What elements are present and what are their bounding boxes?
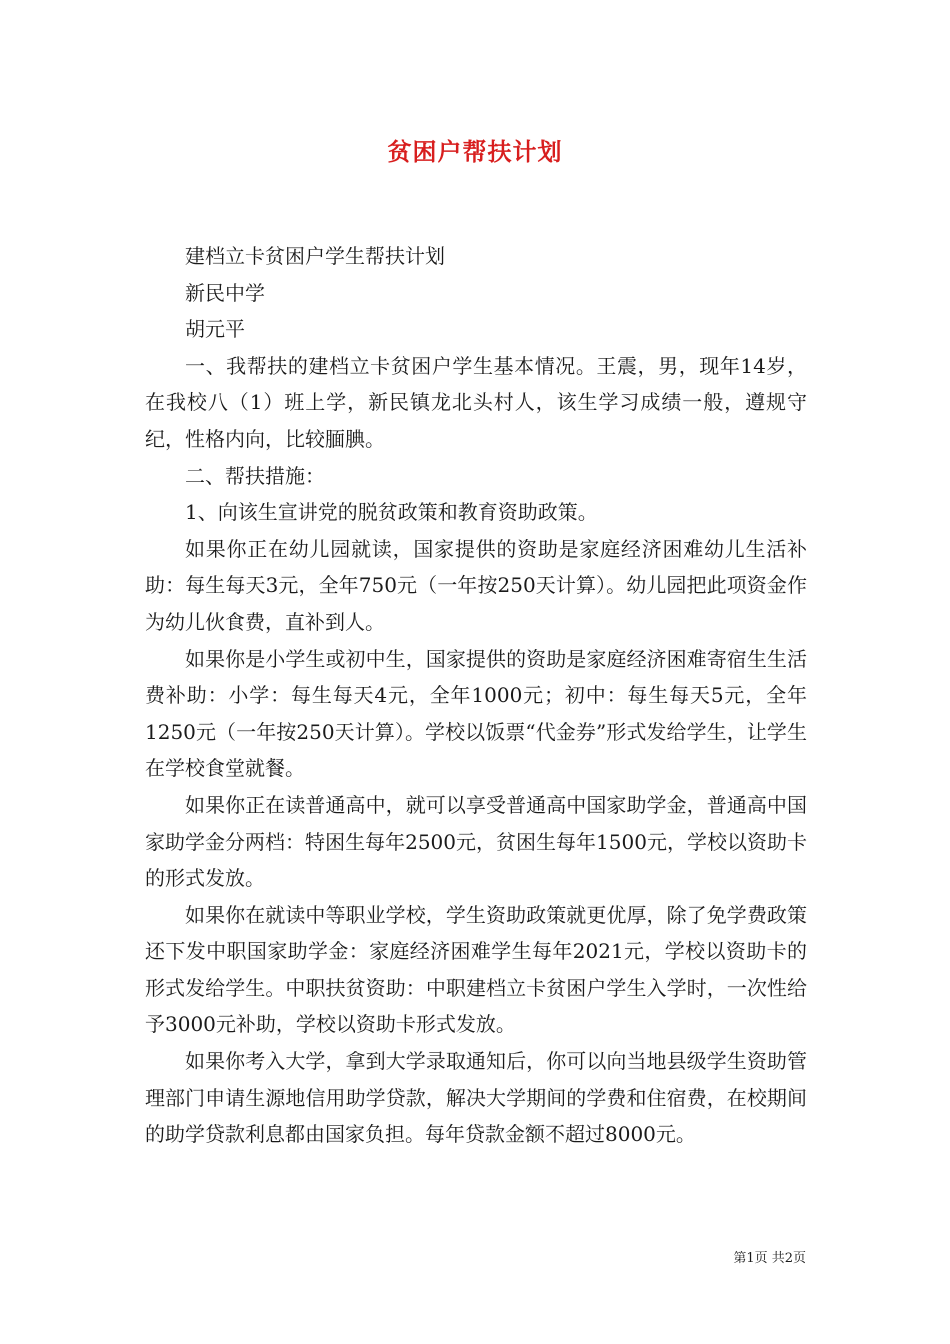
paragraph-kindergarten: 如果你正在幼儿园就读，国家提供的资助是家庭经济困难幼儿生活补助：每生每天3元，全年750元（一年按250天计算）。幼儿园把此项资金作为幼儿伙食费，直补到人。	[145, 536, 807, 634]
paragraph-basic-info: 一、我帮扶的建档立卡贫困户学生基本情况。王震，男，现年14岁，在我校八（1）班上学，新民镇龙北头村人，该生学习成绩一般，遵规守纪，性格内向，比较腼腆。	[145, 353, 807, 451]
paragraph-university: 如果你考入大学，拿到大学录取通知后，你可以向当地县级学生资助管理部门申请生源地信用助学贷款，解决大学期间的学费和住宿费，在校期间的助学贷款利息都由国家负担。每年贷款金额不超过8000元。	[145, 1049, 807, 1147]
paragraph-measures-heading: 二、帮扶措施：	[185, 463, 325, 488]
paragraph-school: 新民中学	[185, 280, 265, 305]
paragraph-high-school: 如果你正在读普通高中，就可以享受普通高中国家助学金，普通高中国家助学金分两档：特困生每年2500元，贫困生每年1500元，学校以资助卡的形式发放。	[145, 792, 807, 891]
page-number: 第1页 共2页	[733, 1251, 806, 1266]
document-body	[145, 238, 807, 1153]
paragraph-measure-1: 1、向该生宣讲党的脱贫政策和教育资助政策。	[185, 500, 598, 525]
paragraph-primary-middle: 如果你是小学生或初中生，国家提供的资助是家庭经济困难寄宿生生活费补助：小学：每生每天4元，全年1000元；初中：每生每天5元，全年1250元（一年按250天计算）。学校以饭票“代金券”形式发给学生，让学生在学校食堂就餐。	[145, 646, 807, 781]
document-title: 贫困户帮扶计划	[387, 137, 563, 166]
paragraph-subtitle: 建档立卡贫困户学生帮扶计划	[185, 244, 445, 268]
paragraph-author: 胡元平	[185, 317, 245, 342]
paragraph-vocational: 如果你在就读中等职业学校，学生资助政策就更优厚，除了免学费政策还下发中职国家助学金：家庭经济困难学生每年2021元，学校以资助卡的形式发给学生。中职扶贫资助：中职建档立卡贫困户学生入学时，一次性给予3000元补助，学校以资助卡形式发放。	[145, 902, 807, 1037]
